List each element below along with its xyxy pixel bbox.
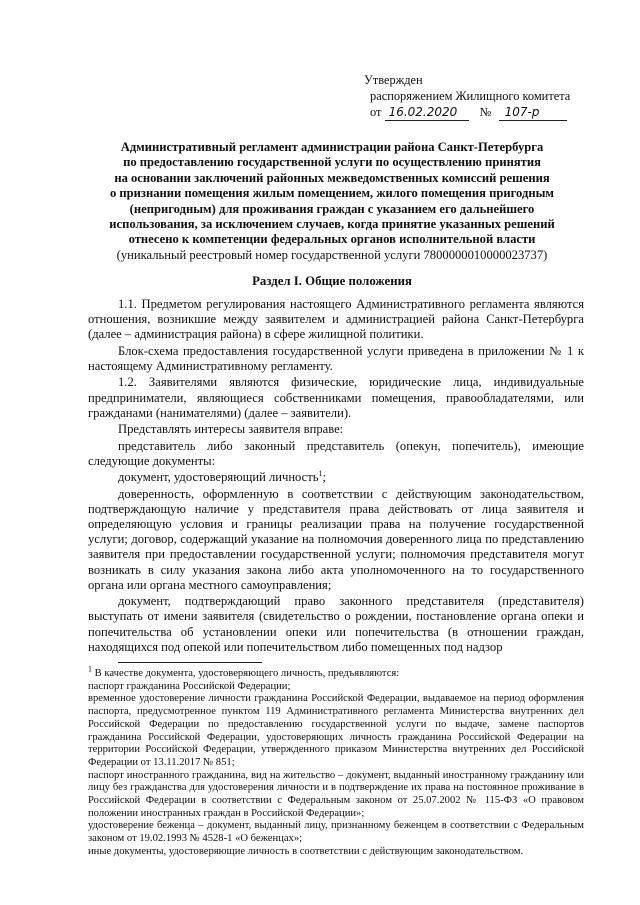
footnote-ref[interactable]: 1 — [318, 468, 323, 478]
identity-document-tail: ; — [322, 470, 327, 485]
title-line: (непригодным) для проживания граждан с указанием его дальнейшего — [129, 201, 535, 216]
title-line: Административный регламент администрации района Санкт-Петербурга — [120, 140, 544, 154]
footnote-item: удостоверение беженца – документ, выданный лицу, признанному беженцем в соответствии с Федеральным законом от 19.02.1993 № 4528-1 «О беженцах»; — [88, 820, 584, 845]
paragraph-1-1: 1.1. Предметом регулирования настоящего Административного регламента являются отношения, возникшие между заявителем и администрацией района Санкт-Петербурга (далее – администрация района) в сфере жилищной политики. — [88, 297, 584, 342]
approval-line-approved: Утвержден — [364, 73, 423, 87]
paragraph-power-of-attorney: доверенность, оформленную в соответствии с действующим законодательством, подтверждающую наличие у представителя права действовать от лица заявителя и определяющую условия и границы реализации права на получение государственной услуги; договор, содержащий указание на полномочия доверенного лица по представлению заявителя при предоставлении государственной услуги; полномочия представителя могут возникать в силу указания закона либо акта уполномоченного на то государственного органа или органа местного самоуправления; — [88, 486, 584, 592]
approval-line-order: распоряжением Жилищного комитета — [370, 89, 571, 103]
paragraph-representatives: Представлять интересы заявителя вправе: — [118, 422, 344, 437]
footnote-item: паспорт гражданина Российской Федерации; — [88, 680, 291, 692]
paragraph-identity-document — [88, 470, 584, 485]
document-title — [88, 140, 576, 263]
paragraph-1-2: 1.2. Заявителями являются физические, юридические лица, индивидуальные предприниматели, являющиеся собственниками помещения, правообладателями, или гражданами (нанимателями) (далее – заявители). — [88, 375, 584, 420]
title-line: использования, за исключением случаев, когда принятие указанных решений — [109, 217, 555, 232]
title-line: отнесено к компетенции федеральных органов исполнительной власти — [128, 232, 536, 247]
footnote-lead — [88, 664, 584, 681]
paragraph-block-scheme: Блок-схема предоставления государственной услуги приведена в приложении № 1 к настоящему Административному регламенту. — [88, 343, 584, 373]
identity-document-text: документ, удостоверяющий личность — [118, 470, 319, 485]
footnote — [88, 664, 584, 859]
paragraph-legal-representative: документ, подтверждающий право законного представителя (представителя) выступать от имени заявителя (свидетельство о рождении, постановление органа опеки и попечительства об установлении опеки или попечительства (в отношении граждан, находящихся под опекой или попечительством либо помещенных под надзор — [88, 594, 584, 654]
approval-number-handwritten: 107-р — [499, 104, 567, 121]
body-text — [88, 297, 584, 656]
approval-number-sign: № — [479, 105, 492, 119]
paragraph-representative: представитель либо законный представитель (опекун, попечитель), имеющие следующие документы: — [88, 438, 584, 468]
section-heading: Раздел I. Общие положения — [252, 274, 412, 288]
footnote-marker: 1 — [88, 664, 92, 674]
footnote-item: временное удостоверение личности гражданина Российской Федерации, выдаваемое на период оформления паспорта, предусмотренное пунктом 119 Административного регламента Министерства внутренних дел Российской Федерации по предоставлению государственной услуги по выдаче, замене паспортов гражданина Российской Федерации, удостоверяющих личность гражданина Российской Федерации на территории Российской Федерации, утвержденного приказом Министерства внутренних дел Российской Федерации от 13.11.2017 № 851; — [88, 693, 584, 768]
approval-block — [364, 72, 614, 121]
title-line: о признании помещения жилым помещением, жилого помещения пригодным — [109, 186, 555, 201]
footnote-item: иные документы, удостоверяющие личность в соответствии с действующим законодательством. — [88, 845, 524, 857]
approval-date-handwritten: 16.02.2020 — [385, 104, 469, 121]
title-line: на основании заключений районных межведомственных комиссий решения — [114, 170, 550, 185]
approval-date-number — [364, 104, 614, 121]
title-line: по предоставлению государственной услуги по осуществлению принятия — [123, 155, 541, 170]
footnote-separator — [118, 662, 262, 663]
footnote-lead-text: В качестве документа, удостоверяющего личность, предъявляются: — [92, 668, 400, 679]
registry-number: (уникальный реестровый номер государственной услуги 7800000010000023737) — [116, 247, 548, 262]
footnote-item: паспорт иностранного гражданина, вид на жительство – документ, выданный иностранному гражданину или лицу без гражданства для удостоверения личности и в подтверждение их права на постоянное проживание в Российской Федерации в соответствии с Федеральным законом от 25.07.2002 № 115-ФЗ «О правовом положении иностранных граждан в Российской Федерации»; — [88, 769, 584, 819]
approval-from-prefix: от — [370, 105, 382, 119]
